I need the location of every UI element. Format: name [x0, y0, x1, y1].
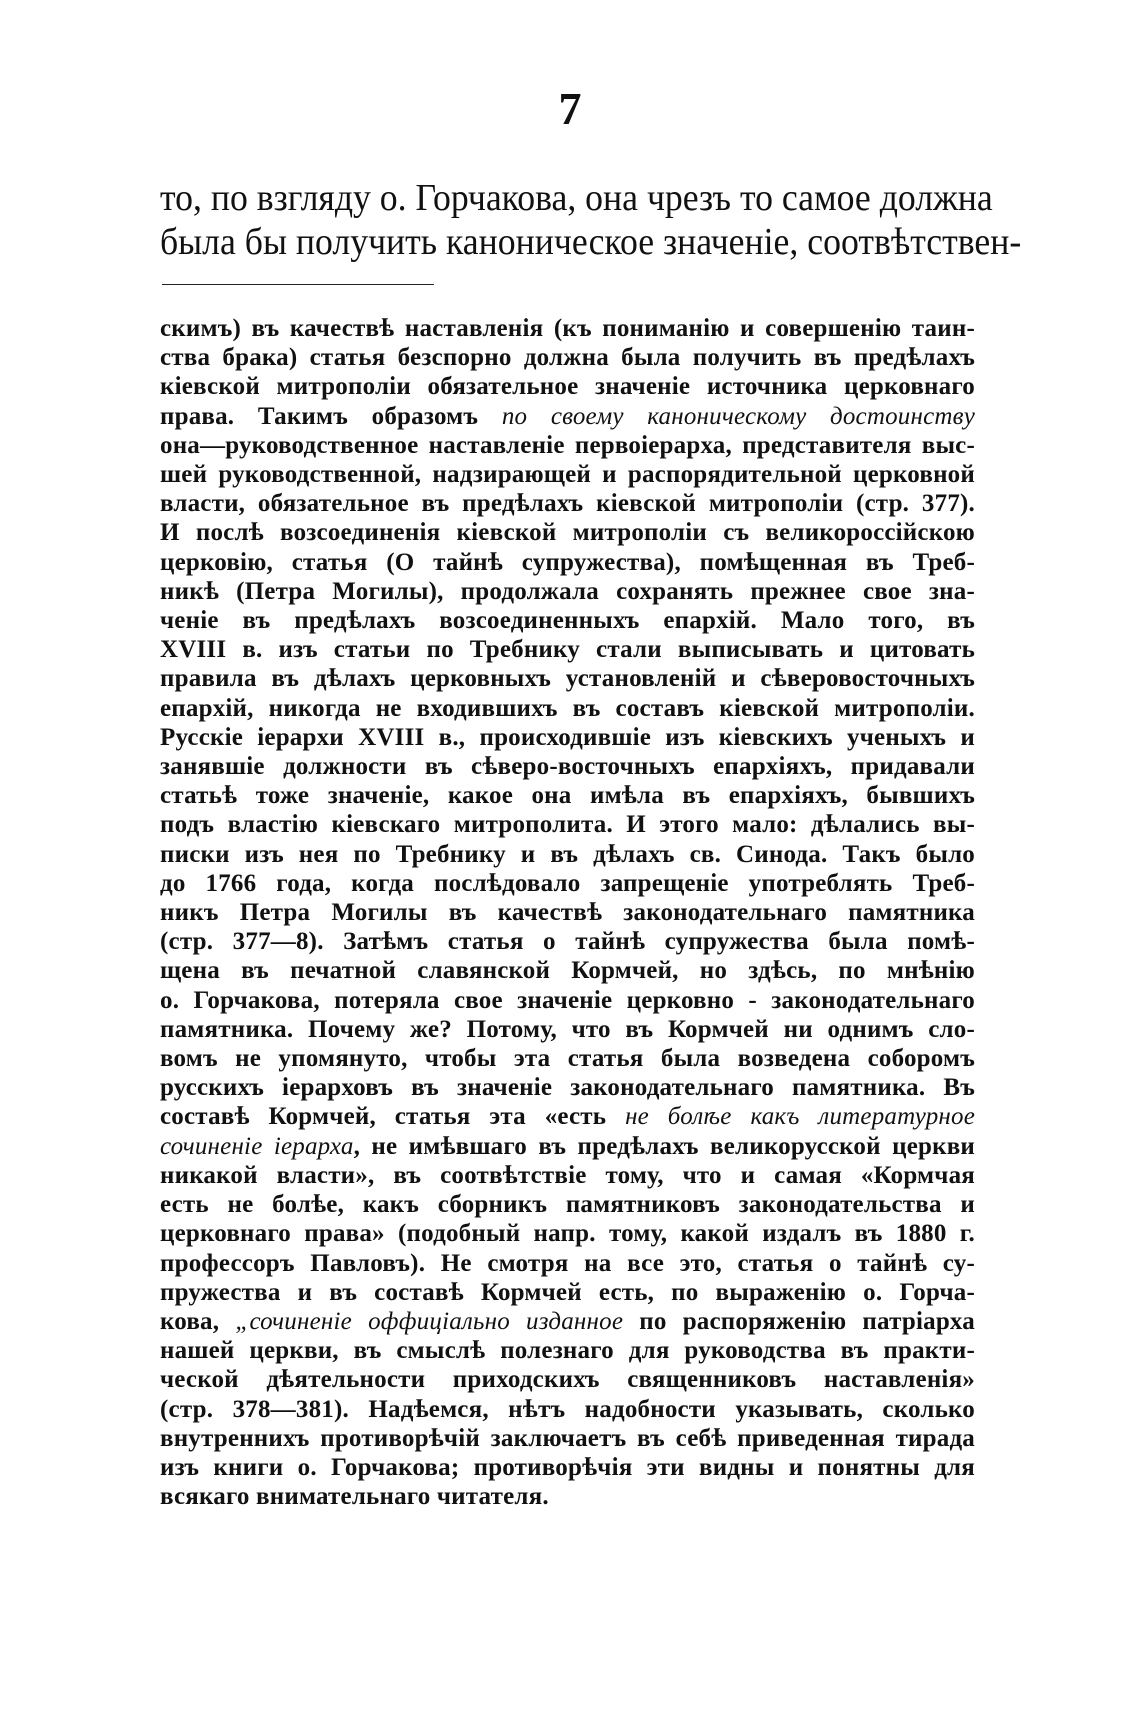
footnote-line	[160, 431, 975, 460]
footnote	[160, 314, 975, 1511]
footnote-line	[160, 460, 975, 489]
footnote-line	[160, 1424, 975, 1453]
footnote-line	[160, 548, 975, 577]
footnote-text: никакой власти», въ соотвѣтствіе тому, что и самая «Кормчая	[160, 1161, 975, 1189]
footnote-line	[160, 723, 975, 752]
footnote-line	[160, 694, 975, 723]
footnote-text: церковію, статья (О тайнѣ супружества), помѣщенная въ Треб-	[160, 548, 975, 576]
footnote-divider	[162, 284, 434, 285]
footnote-text: статьѣ тоже значеніе, какое она имѣла въ епархіяхъ, бывшихъ	[160, 782, 975, 810]
footnote-text: никѣ (Петра Могилы), продолжала сохранять прежнее свое зна-	[160, 577, 975, 605]
footnote-line	[160, 518, 975, 547]
footnote-line	[160, 1395, 975, 1424]
footnote-line	[160, 956, 975, 985]
footnote-text: скимъ) въ качествѣ наставленія (къ пониманію и совершенію таин-	[160, 315, 975, 342]
footnote-text: XVIII в. изъ статьи по Требнику стали выписывать и цитовать	[160, 636, 975, 664]
footnote-text: правила въ дѣлахъ церковныхъ установленій и сѣверовосточныхъ	[160, 665, 975, 693]
footnote-text: Русскіе іерархи XVIII в., происходившіе изъ кіевскихъ ученыхъ и	[160, 723, 975, 751]
footnote-text: занявшіе должности въ сѣверо-восточныхъ епархіяхъ, придавали	[160, 753, 975, 781]
main-text	[160, 176, 1022, 264]
footnote-text: по распоряженію патріарха	[623, 1307, 975, 1335]
footnote-line	[160, 781, 975, 810]
footnote-line	[160, 927, 975, 956]
footnote-text: вомъ не упомянуто, чтобы эта статья была возведена соборомъ	[160, 1045, 975, 1073]
footnote-emphasis: не болѣе какъ литературное	[625, 1103, 975, 1131]
footnote-text: власти, обязательное въ предѣлахъ кіевской митрополіи (стр. 377).	[160, 490, 975, 518]
footnote-line	[160, 343, 975, 372]
footnote-line	[160, 1278, 975, 1307]
footnote-text: епархій, никогда не входившихъ въ составъ кіевской митрополіи.	[160, 694, 975, 722]
footnote-line	[160, 986, 975, 1015]
footnote-line	[160, 1102, 975, 1131]
footnote-text: церковнаго права» (подобный напр. тому, какой издалъ въ 1880 г.	[160, 1220, 975, 1248]
footnote-text: есть не болѣе, какъ сборникъ памятниковъ законодательства и	[160, 1191, 975, 1219]
footnote-line	[160, 635, 975, 664]
footnote-text: никъ Петра Могилы въ качествѣ законодательнаго памятника	[160, 899, 975, 927]
footnote-line	[160, 314, 975, 343]
page-number: 7	[558, 83, 582, 134]
footnote-text: ченіе въ предѣлахъ возсоединенныхъ епархій. Мало того, въ	[160, 607, 975, 635]
footnote-line	[160, 1190, 975, 1219]
footnote-text: права. Такимъ образомъ	[160, 402, 502, 430]
footnote-line	[160, 606, 975, 635]
main-text-line: была бы получить каноническое значеніе, соотвѣтствен-	[160, 221, 1022, 263]
footnote-line	[160, 1336, 975, 1365]
footnote-line	[160, 664, 975, 693]
footnote-line	[160, 1073, 975, 1102]
footnote-line	[160, 1219, 975, 1248]
footnote-text: кіевской митрополіи обязательное значеніе источника церковнаго	[160, 373, 975, 401]
footnote-text: составѣ Кормчей, статья эта «есть	[160, 1103, 626, 1131]
footnote-text: , не имѣвшаго въ предѣлахъ великорусской церкви	[353, 1132, 976, 1160]
footnote-text: пружества и въ составѣ Кормчей есть, по выраженію о. Горча-	[160, 1278, 975, 1306]
footnote-text: И послѣ возсоединенія кіевской митрополіи съ великороссійскою	[160, 519, 975, 547]
footnote-text: она—руководственное наставленіе первоіерарха, представителя выс-	[160, 431, 975, 459]
footnote-text: подъ властію кіевскаго митрополита. И этого мало: дѣлались вы-	[160, 811, 975, 839]
footnote-line	[160, 1453, 975, 1482]
footnote-line	[160, 1015, 975, 1044]
footnote-text: (стр. 378—381). Надѣемся, нѣтъ надобности указывать, сколько	[160, 1395, 975, 1423]
footnote-text: памятника. Почему же? Потому, что въ Кормчей ни однимъ сло-	[160, 1015, 975, 1043]
footnote-text: до 1766 года, когда послѣдовало запрещеніе употреблять Треб-	[160, 869, 975, 897]
footnote-emphasis: по своему каноническому достоинству	[501, 402, 976, 430]
footnote-line	[160, 577, 975, 606]
footnote-line	[160, 1482, 975, 1511]
footnote-line	[160, 1161, 975, 1190]
footnote-line	[160, 402, 975, 431]
footnote-line	[160, 898, 975, 927]
footnote-text: о. Горчакова, потеряла свое значеніе церковно - законодательнаго	[160, 986, 975, 1014]
footnote-line	[160, 840, 975, 869]
footnote-line	[160, 1307, 975, 1336]
footnote-emphasis: сочиненіе іерарха	[160, 1132, 354, 1160]
footnote-text: (стр. 377—8). Затѣмъ статья о тайнѣ супружества была помѣ-	[160, 928, 975, 956]
footnote-emphasis: „сочиненіе оффиціально изданное	[235, 1307, 624, 1335]
footnote-line	[160, 1044, 975, 1073]
footnote-text: щена въ печатной славянской Кормчей, но здѣсь, по мнѣнію	[160, 957, 975, 985]
footnote-text: ства брака) статья безспорно должна была получить въ предѣлахъ	[160, 344, 975, 372]
footnote-text: внутреннихъ противорѣчій заключаетъ въ себѣ приведенная тирада	[160, 1424, 975, 1452]
footnote-line	[160, 752, 975, 781]
footnote-text: писки изъ нея по Требнику и въ дѣлахъ св. Синода. Такъ было	[160, 840, 975, 868]
footnote-line	[160, 489, 975, 518]
footnote-text: изъ книги о. Горчакова; противорѣчія эти видны и понятны для	[160, 1453, 975, 1481]
footnote-line	[160, 1365, 975, 1394]
footnote-text: всякаго внимательнаго читателя.	[160, 1483, 549, 1511]
footnote-text: нашей церкви, въ смыслѣ полезнаго для руководства въ практи-	[160, 1337, 975, 1365]
footnote-line	[160, 1249, 975, 1278]
footnote-text: профессоръ Павловъ). Не смотря на все это, статья о тайнѣ су-	[160, 1249, 975, 1277]
footnote-line	[160, 810, 975, 839]
footnote-line	[160, 372, 975, 401]
main-text-line: то, по взгляду о. Горчакова, она чрезъ то самое должна	[160, 177, 993, 219]
footnote-line	[160, 1132, 975, 1161]
footnote-text: шей руководственной, надзирающей и распорядительной церковной	[160, 461, 975, 489]
footnote-text: русскихъ іерарховъ въ значеніе законодательнаго памятника. Въ	[160, 1074, 975, 1102]
footnote-line	[160, 869, 975, 898]
footnote-text: ческой дѣятельности приходскихъ священниковъ наставленія»	[160, 1366, 975, 1394]
footnote-text: кова,	[160, 1307, 236, 1335]
